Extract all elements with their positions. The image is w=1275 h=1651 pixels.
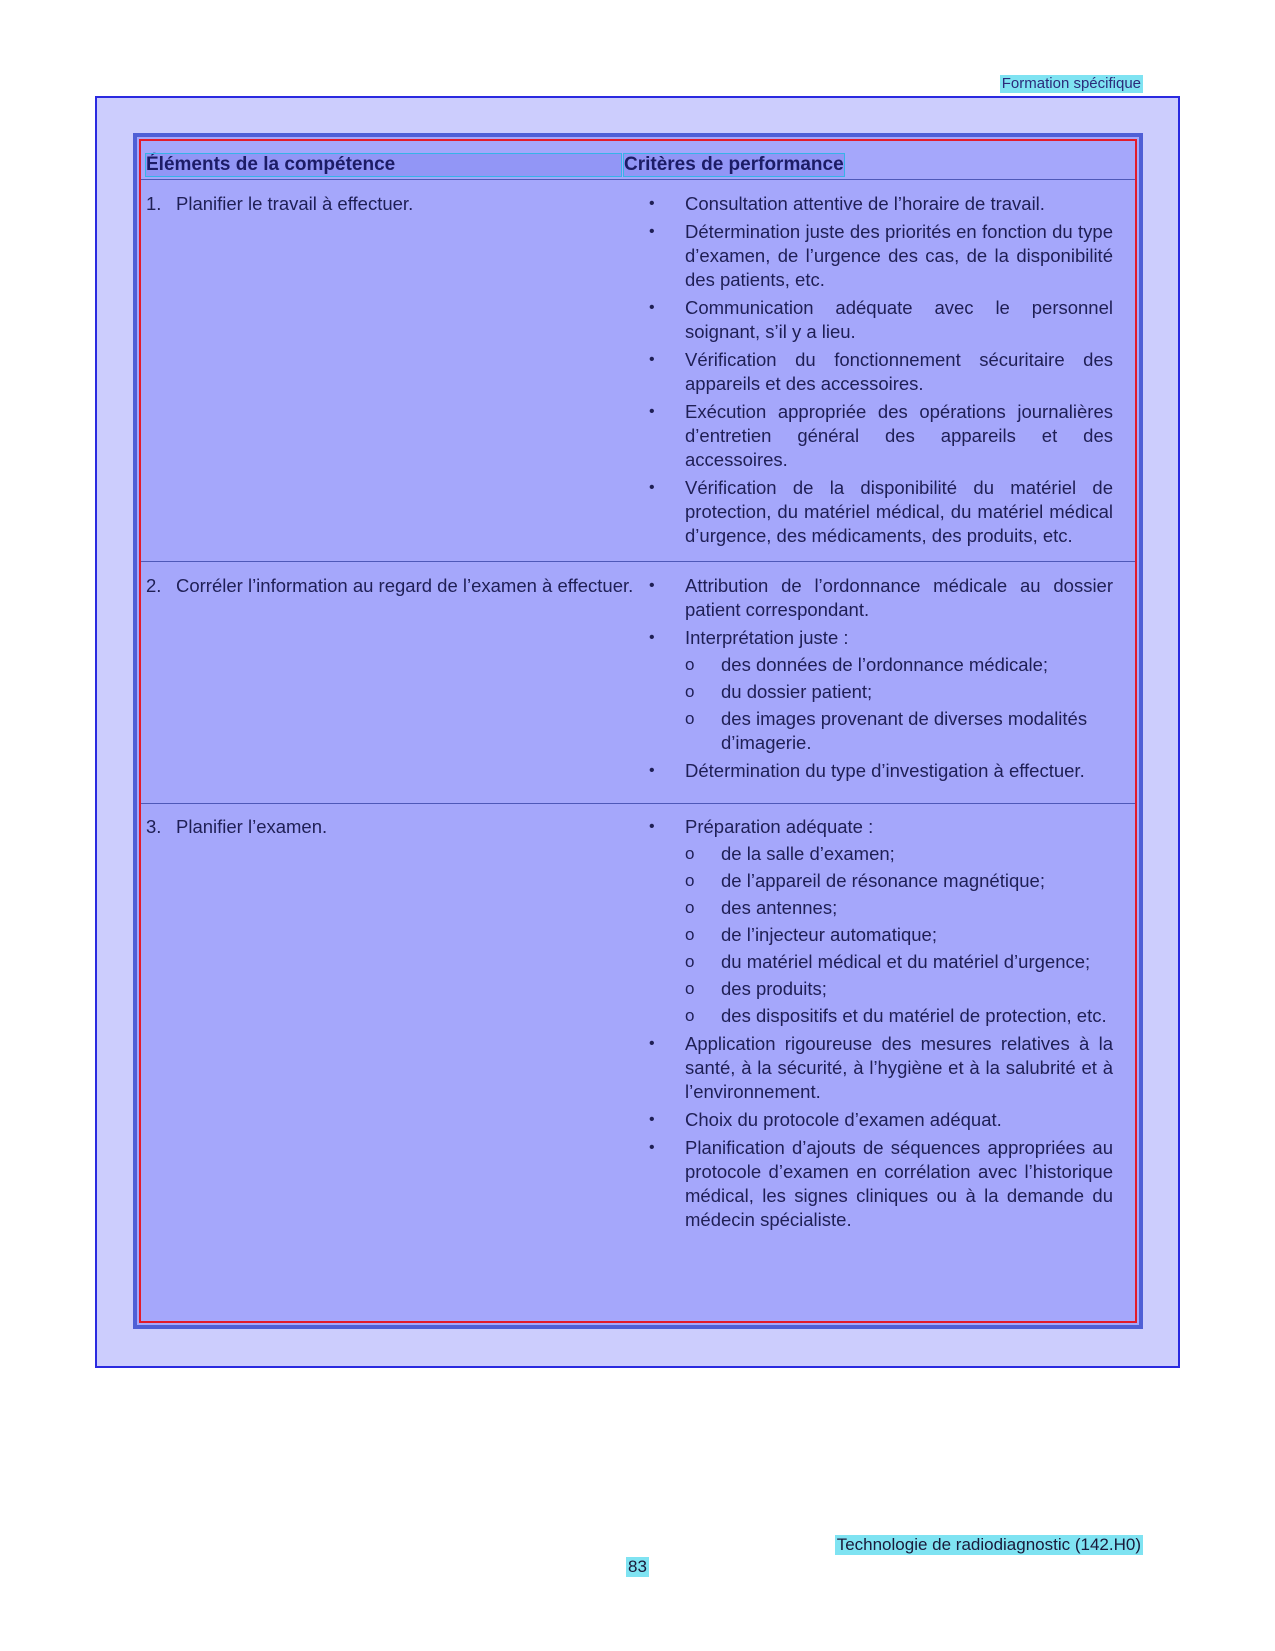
table-inner [139, 139, 1137, 1323]
column-header-criteria: Critères de performance [624, 154, 844, 175]
criterion-text: Exécution appropriée des opérations journalières d’entretien général des appareils et des accessoires. [685, 401, 1113, 470]
criterion-item [649, 400, 1113, 472]
criterion-item [649, 626, 1113, 650]
criteria-list-3 [649, 815, 1113, 1236]
criterion-text: Application rigoureuse des mesures relatives à la santé, à la sécurité, à l’hygiène et à la salubrité et à l’environnement. [685, 1033, 1113, 1102]
bullet-icon: • [649, 351, 655, 368]
bullet-icon: • [649, 629, 655, 646]
element-text: Planifier le travail à effectuer. [176, 193, 414, 214]
criterion-sub-item [685, 707, 1113, 755]
criterion-item [649, 220, 1113, 292]
sub-item-text: des antennes; [721, 897, 838, 918]
criterion-item [649, 1108, 1113, 1132]
bullet-icon: • [649, 1111, 655, 1128]
row-separator [141, 803, 1135, 804]
element-number: 3. [146, 816, 162, 837]
criterion-item [649, 815, 1113, 839]
criterion-sub-item [685, 1004, 1113, 1028]
criterion-item [649, 1136, 1113, 1232]
criterion-sub-item [685, 896, 1113, 920]
criterion-sub-item [685, 842, 1113, 866]
sub-item-text: des dispositifs et du matériel de protection, etc. [721, 1005, 1107, 1026]
criterion-sub-item [685, 653, 1113, 677]
criteria-list-1 [649, 192, 1113, 552]
row-separator [141, 561, 1135, 562]
column-header-elements: Éléments de la compétence [146, 154, 621, 176]
bullet-icon: • [649, 762, 655, 779]
criteria-list-2 [649, 574, 1113, 787]
sub-bullet-icon: o [685, 655, 695, 674]
sub-item-text: du dossier patient; [721, 681, 873, 702]
criterion-text: Communication adéquate avec le personnel soignant, s’il y a lieu. [685, 297, 1113, 342]
sub-bullet-icon: o [685, 1006, 695, 1025]
criterion-item [649, 1032, 1113, 1104]
criterion-sub-item [685, 869, 1113, 893]
sub-item-text: des produits; [721, 978, 827, 999]
criterion-text: Préparation adéquate : [685, 816, 874, 837]
bullet-icon: • [649, 479, 655, 496]
sub-bullet-icon: o [685, 709, 695, 728]
criterion-text: Interprétation juste : [685, 627, 849, 648]
criterion-text: Détermination juste des priorités en fonction du type d’examen, de l’urgence des cas, de la disponibilité des patients, etc. [685, 221, 1113, 290]
criterion-text: Vérification de la disponibilité du matériel de protection, du matériel médical, du matériel médical d’urgence, des médicaments, des produits, etc. [685, 477, 1113, 546]
criterion-text: Planification d’ajouts de séquences appropriées au protocole d’examen en corrélation avec l’historique médical, les signes cliniques ou à la demande du médecin spécialiste. [685, 1137, 1113, 1230]
bullet-icon: • [649, 299, 655, 316]
sub-bullet-icon: o [685, 925, 695, 944]
criterion-item [649, 476, 1113, 548]
element-number: 1. [146, 193, 162, 214]
bullet-icon: • [649, 1035, 655, 1052]
element-text: Planifier l’examen. [176, 816, 328, 837]
criterion-text: Attribution de l’ordonnance médicale au dossier patient correspondant. [685, 575, 1113, 620]
criterion-text: Vérification du fonctionnement sécuritaire des appareils et des accessoires. [685, 349, 1113, 394]
criterion-sub-item [685, 977, 1113, 1001]
sub-bullet-icon: o [685, 979, 695, 998]
criterion-item [649, 348, 1113, 396]
bullet-icon: • [649, 818, 655, 835]
bullet-icon: • [649, 1139, 655, 1156]
header-separator [141, 179, 1135, 180]
criterion-sub-item [685, 950, 1113, 974]
sub-item-text: des images provenant de diverses modalités d’imagerie. [721, 708, 1088, 753]
page-header-label: Formation spécifique [1001, 75, 1141, 92]
criterion-text: Choix du protocole d’examen adéquat. [685, 1109, 1002, 1130]
sub-item-text: des données de l’ordonnance médicale; [721, 654, 1049, 675]
sub-bullet-icon: o [685, 844, 695, 863]
footer-program-title: Technologie de radiodiagnostic (142.H0) [836, 1535, 1141, 1554]
sub-bullet-icon: o [685, 871, 695, 890]
sub-item-text: de l’appareil de résonance magnétique; [721, 870, 1045, 891]
criterion-text: Consultation attentive de l’horaire de travail. [685, 193, 1045, 214]
criterion-item [649, 759, 1113, 783]
bullet-icon: • [649, 223, 655, 240]
criterion-text: Détermination du type d’investigation à effectuer. [685, 760, 1085, 781]
competence-table [133, 133, 1143, 1329]
sub-item-text: du matériel médical et du matériel d’urgence; [721, 951, 1091, 972]
criterion-sub-item [685, 680, 1113, 704]
sub-item-text: de l’injecteur automatique; [721, 924, 937, 945]
criterion-item [649, 296, 1113, 344]
page-number: 83 [628, 1557, 647, 1576]
bullet-icon: • [649, 577, 655, 594]
sub-bullet-icon: o [685, 898, 695, 917]
sub-bullet-icon: o [685, 952, 695, 971]
element-number: 2. [146, 575, 162, 596]
element-text: Corréler l’information au regard de l’examen à effectuer. [176, 575, 634, 596]
criterion-item [649, 574, 1113, 622]
bullet-icon: • [649, 403, 655, 420]
criterion-item [649, 192, 1113, 216]
criterion-sub-item [685, 923, 1113, 947]
sub-bullet-icon: o [685, 682, 695, 701]
sub-item-text: de la salle d’examen; [721, 843, 895, 864]
bullet-icon: • [649, 195, 655, 212]
